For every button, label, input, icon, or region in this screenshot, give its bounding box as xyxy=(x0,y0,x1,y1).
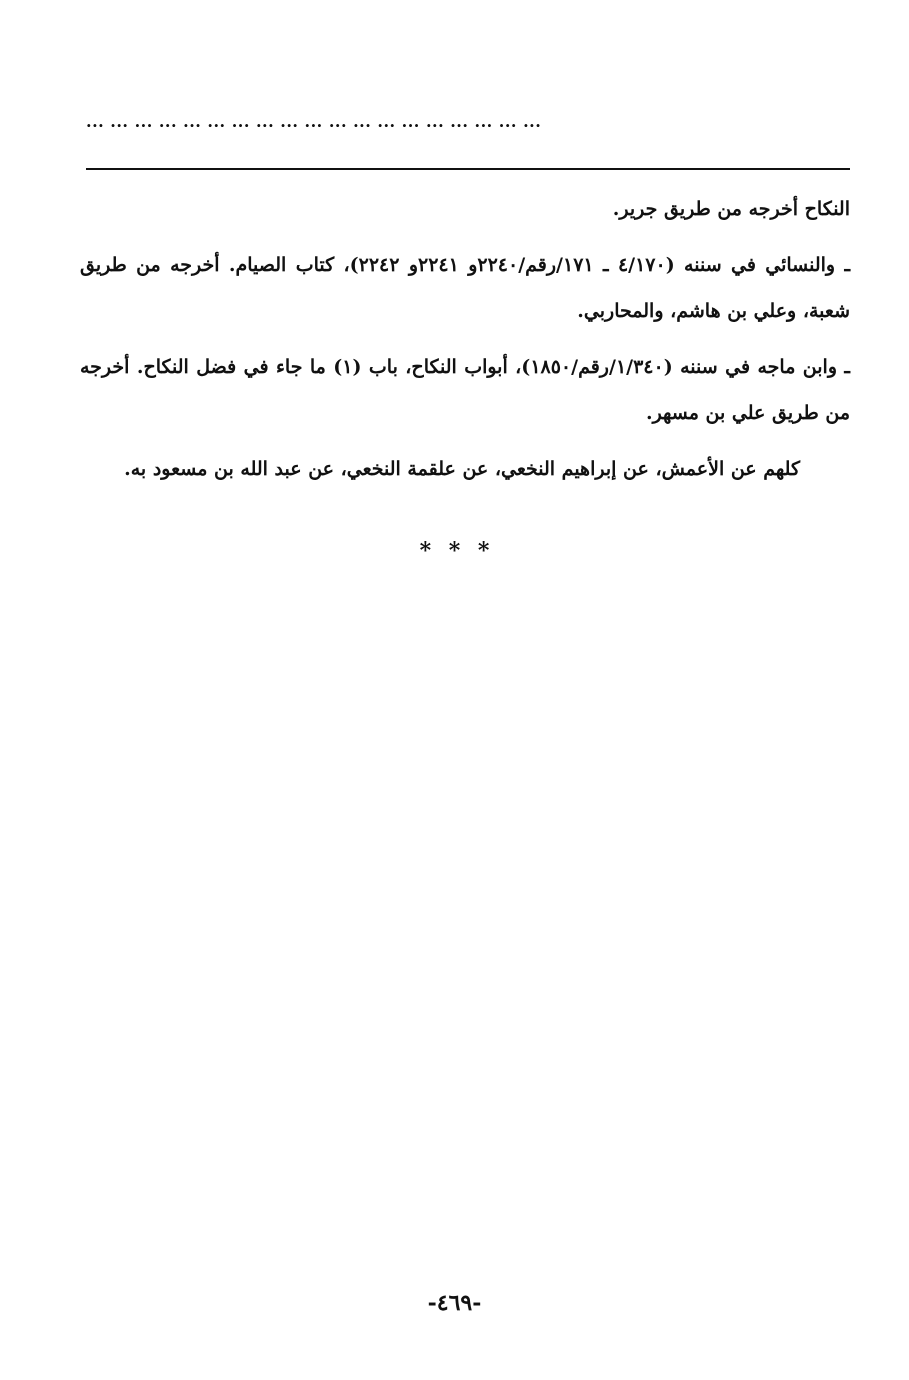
footnote-paragraph-4: كلهم عن الأعمش، عن إبراهيم النخعي، عن علقمة النخعي، عن عبد الله بن مسعود به. xyxy=(124,458,800,480)
section-end-mark: * * * xyxy=(419,538,490,564)
page-number: -٤٦٩- xyxy=(427,1290,482,1316)
footnotes-section xyxy=(80,186,850,502)
separator-dots: ... ... ... ... ... ... ... ... ... ... ... ... ... ... ... ... ... ... ... xyxy=(86,112,542,131)
footnote-paragraph-2: ـ والنسائي في سننه (٤/١٧٠ ـ ١٧١/رقم/٢٢٤٠و ٢٢٤١و ٢٢٤٢)، كتاب الصيام. أخرجه من طريق شعبة، وعلي بن هاشم، والمحاربي. xyxy=(80,254,851,322)
footnote-rule xyxy=(86,168,850,170)
footnote-paragraph-1: النكاح أخرجه من طريق جرير. xyxy=(612,198,850,220)
footnote-paragraph-3: ـ وابن ماجه في سننه (١/٣٤٠/رقم/١٨٥٠)، أبواب النكاح، باب (١) ما جاء في فضل النكاح. أخرجه من طريق علي بن مسهر. xyxy=(80,356,850,424)
